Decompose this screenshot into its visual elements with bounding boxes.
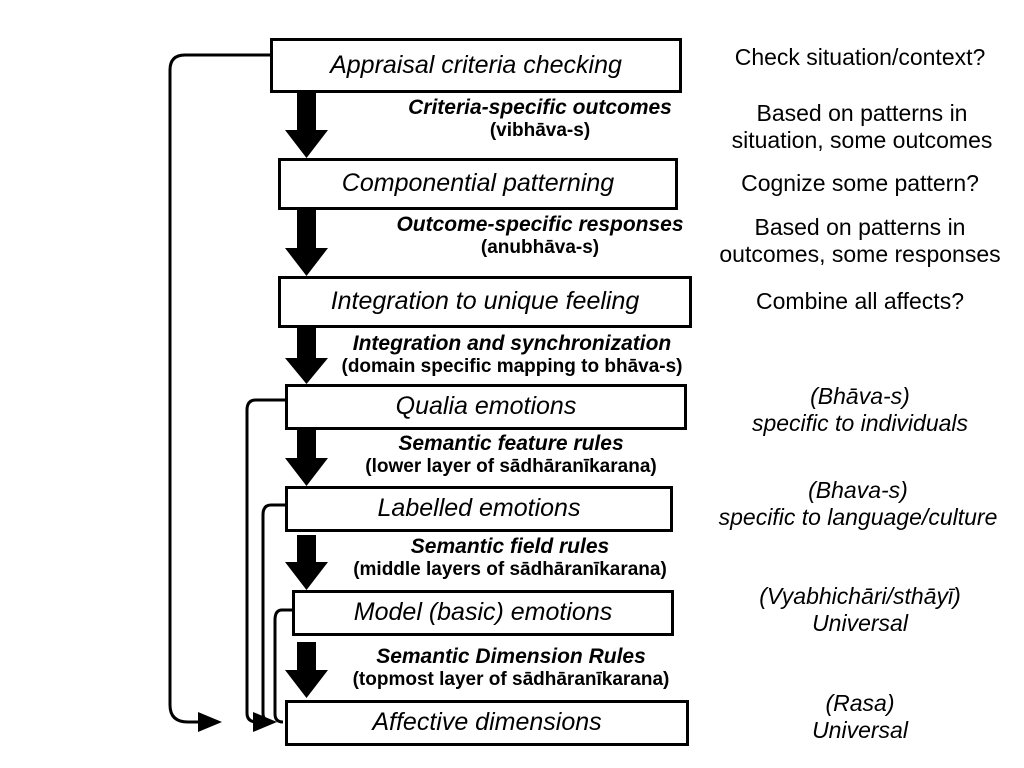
arrow-label-line1: Semantic Dimension Rules	[376, 645, 646, 668]
box-labelled-emotions[interactable]	[285, 486, 673, 532]
note-based-on-patterns-situation	[700, 100, 1024, 154]
note-line2: Universal	[812, 717, 908, 744]
arrow-label-line2: (lower layer of sādhāranīkarana)	[365, 455, 657, 477]
feedback-path-outer	[170, 55, 270, 722]
note-line1: (Rasa)	[825, 690, 895, 716]
note-line1: Based on patterns in	[754, 214, 966, 240]
note-rasa-universal	[700, 690, 1020, 744]
note-based-on-patterns-outcomes	[696, 214, 1024, 268]
box-qualia-emotions[interactable]	[285, 384, 687, 430]
arrow-label-semantic-feature-rules	[325, 432, 697, 477]
note-line2: Universal	[812, 610, 908, 637]
note-check-situation-context	[700, 44, 1020, 71]
arrow-label-line2: (middle layers of sādhāranīkarana)	[353, 558, 667, 580]
note-line1: Cognize some pattern?	[741, 170, 979, 196]
note-line2: specific to language/culture	[718, 504, 998, 531]
box-appraisal-criteria-checking[interactable]	[270, 38, 682, 93]
arrow-label-integration-and-synchronization	[325, 332, 699, 377]
box-label: Qualia emotions	[395, 392, 577, 421]
note-combine-all-affects	[700, 288, 1020, 315]
arrow-label-line1: Criteria-specific outcomes	[408, 96, 672, 119]
note-line2: outcomes, some responses	[719, 241, 1001, 268]
box-label: Appraisal criteria checking	[330, 50, 622, 79]
box-label: Model (basic) emotions	[353, 598, 613, 627]
box-label: Labelled emotions	[377, 494, 581, 523]
arrow-label-semantic-dimension-rules	[325, 645, 697, 690]
feedback-path-qualia	[247, 400, 285, 722]
flow-arrow-1	[285, 92, 328, 158]
arrow-label-line2: (domain specific mapping to bhāva-s)	[341, 355, 683, 377]
note-bhava-s-language-culture	[692, 477, 1024, 531]
arrow-label-line2: (anubhāva-s)	[480, 236, 600, 258]
note-bhava-s-individuals	[700, 383, 1020, 437]
note-line1: Check situation/context?	[734, 44, 986, 70]
feedback-arrowhead-inner	[253, 712, 277, 732]
arrow-label-line2: (topmost layer of sādhāranīkarana)	[352, 668, 670, 690]
feedback-path-labelled	[263, 505, 285, 722]
note-vyabhichari-sthayi-universal	[700, 583, 1020, 637]
note-line1: (Bhava-s)	[808, 477, 908, 503]
note-line1: (Vyabhichāri/sthāyī)	[759, 583, 961, 609]
note-line1: (Bhāva-s)	[810, 383, 910, 409]
arrow-label-semantic-field-rules	[325, 535, 695, 580]
box-integration-to-unique-feeling[interactable]	[278, 276, 692, 328]
flow-arrow-6	[285, 642, 328, 698]
flow-arrow-4	[285, 430, 328, 486]
arrow-label-line1: Semantic field rules	[410, 535, 610, 558]
note-line1: Combine all affects?	[756, 288, 964, 314]
note-cognize-some-pattern	[700, 170, 1020, 197]
arrow-label-line1: Integration and synchronization	[352, 332, 672, 355]
note-line2: situation, some outcomes	[731, 127, 993, 154]
flow-arrow-2	[285, 210, 328, 276]
flow-arrow-3	[285, 328, 328, 384]
note-line2: specific to individuals	[751, 410, 969, 437]
box-model-basic-emotions[interactable]	[292, 590, 674, 636]
box-label: Componential patterning	[341, 169, 615, 198]
feedback-arrowhead-outer	[198, 712, 222, 732]
box-label: Affective dimensions	[372, 708, 602, 737]
arrow-label-line1: Outcome-specific responses	[396, 213, 684, 236]
arrow-label-line2: (vibhāva-s)	[489, 119, 591, 141]
flow-arrow-5	[285, 535, 328, 590]
box-label: Integration to unique feeling	[330, 287, 640, 316]
note-line1: Based on patterns in	[756, 100, 968, 126]
arrow-label-line1: Semantic feature rules	[398, 432, 624, 455]
box-affective-dimensions[interactable]	[285, 700, 689, 746]
arrow-label-outcome-specific-responses	[330, 213, 750, 258]
box-componential-patterning[interactable]	[278, 158, 678, 210]
arrow-label-criteria-specific-outcomes	[330, 96, 750, 141]
